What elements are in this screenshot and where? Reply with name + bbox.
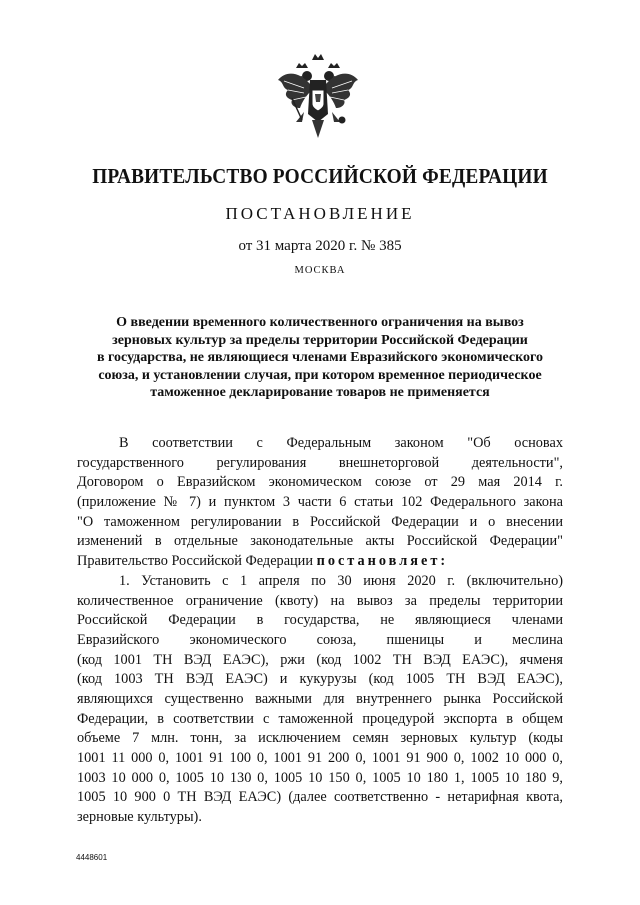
document-heading — [60, 314, 580, 402]
preamble-line: изменений в отдельные законодательные акты Российской Федерации" — [77, 533, 563, 550]
point-line: 1003 10 000 0, 1005 10 130 0, 1005 10 150 0, 1005 10 180 1, 1005 10 180 9, — [77, 769, 563, 786]
preamble-line: государственного регулирования внешнеторговой деятельности", — [77, 454, 563, 471]
document-body — [77, 434, 563, 828]
russian-coat-of-arms-icon — [274, 50, 362, 146]
point-line: 1001 11 000 0, 1001 91 100 0, 1001 91 200 0, 1001 91 900 0, 1002 10 000 0, — [77, 750, 563, 766]
heading-line: союза, и установлении случая, при котором временное периодическое — [98, 367, 542, 383]
decree-word: постановляет: — [316, 553, 449, 570]
preamble-end: Правительство Российской Федерации — [77, 553, 313, 570]
document-type: ПОСТАНОВЛЕНИЕ — [225, 204, 415, 223]
point-line: Евразийского экономического союза, пшеницы и меслина — [77, 631, 563, 648]
point-line: Российской Федерации в государства, не являющиеся членами — [77, 612, 563, 629]
document-city: МОСКВА — [294, 265, 346, 276]
point-line: 1. Установить с 1 апреля по 30 июня 2020 г. (включительно) — [119, 572, 563, 589]
government-title: ПРАВИТЕЛЬСТВО РОССИЙСКОЙ ФЕДЕРАЦИИ — [92, 164, 548, 188]
point-line: (код 1001 ТН ВЭД ЕАЭС), ржи (код 1002 ТН ВЭД ЕАЭС), ячменя — [77, 651, 563, 668]
point-line: количественное ограничение (квоту) на вывоз за пределы территории — [77, 592, 563, 609]
preamble-line: В соответствии с Федеральным законом "Об основах — [119, 435, 563, 451]
heading-line: в государства, не являющиеся членами Евразийского экономического — [96, 350, 544, 365]
preamble-final-line — [77, 552, 563, 572]
point-line: зерновые культуры). — [77, 809, 202, 826]
heading-line: О введении временного количественного ограничения на вывоз — [116, 315, 524, 330]
preamble-line: "О таможенном регулировании в Российской Федерации и о внесении — [77, 513, 563, 530]
heading-line: таможенное декларирование товаров не применяется — [150, 385, 490, 400]
document-code: 4448601 — [76, 853, 108, 862]
point-line: 1005 10 900 0 ТН ВЭД ЕАЭС) (далее соответственно - нетарифная квота, — [77, 789, 563, 806]
heading-line: зерновых культур за пределы территории Российской Федерации — [112, 332, 528, 348]
document-date-number: от 31 марта 2020 г. № 385 — [238, 238, 402, 254]
preamble-line: Договором о Евразийском экономическом союзе от 29 мая 2014 г. — [77, 474, 563, 491]
point-line: объеме 7 млн. тонн, за исключением семян зерновых культур (коды — [77, 730, 563, 747]
point-line: Федерации, в соответствии с таможенной процедурой экспорта в общем — [77, 710, 563, 727]
preamble-line: (приложение № 7) и пунктом 3 части 6 статьи 102 Федерального закона — [77, 494, 563, 511]
point-line: являющихся существенно важными для внутреннего рынка Российской — [77, 690, 563, 707]
point-line: (код 1003 ТН ВЭД ЕАЭС) и кукурузы (код 1005 ТН ВЭД ЕАЭС), — [77, 671, 563, 688]
